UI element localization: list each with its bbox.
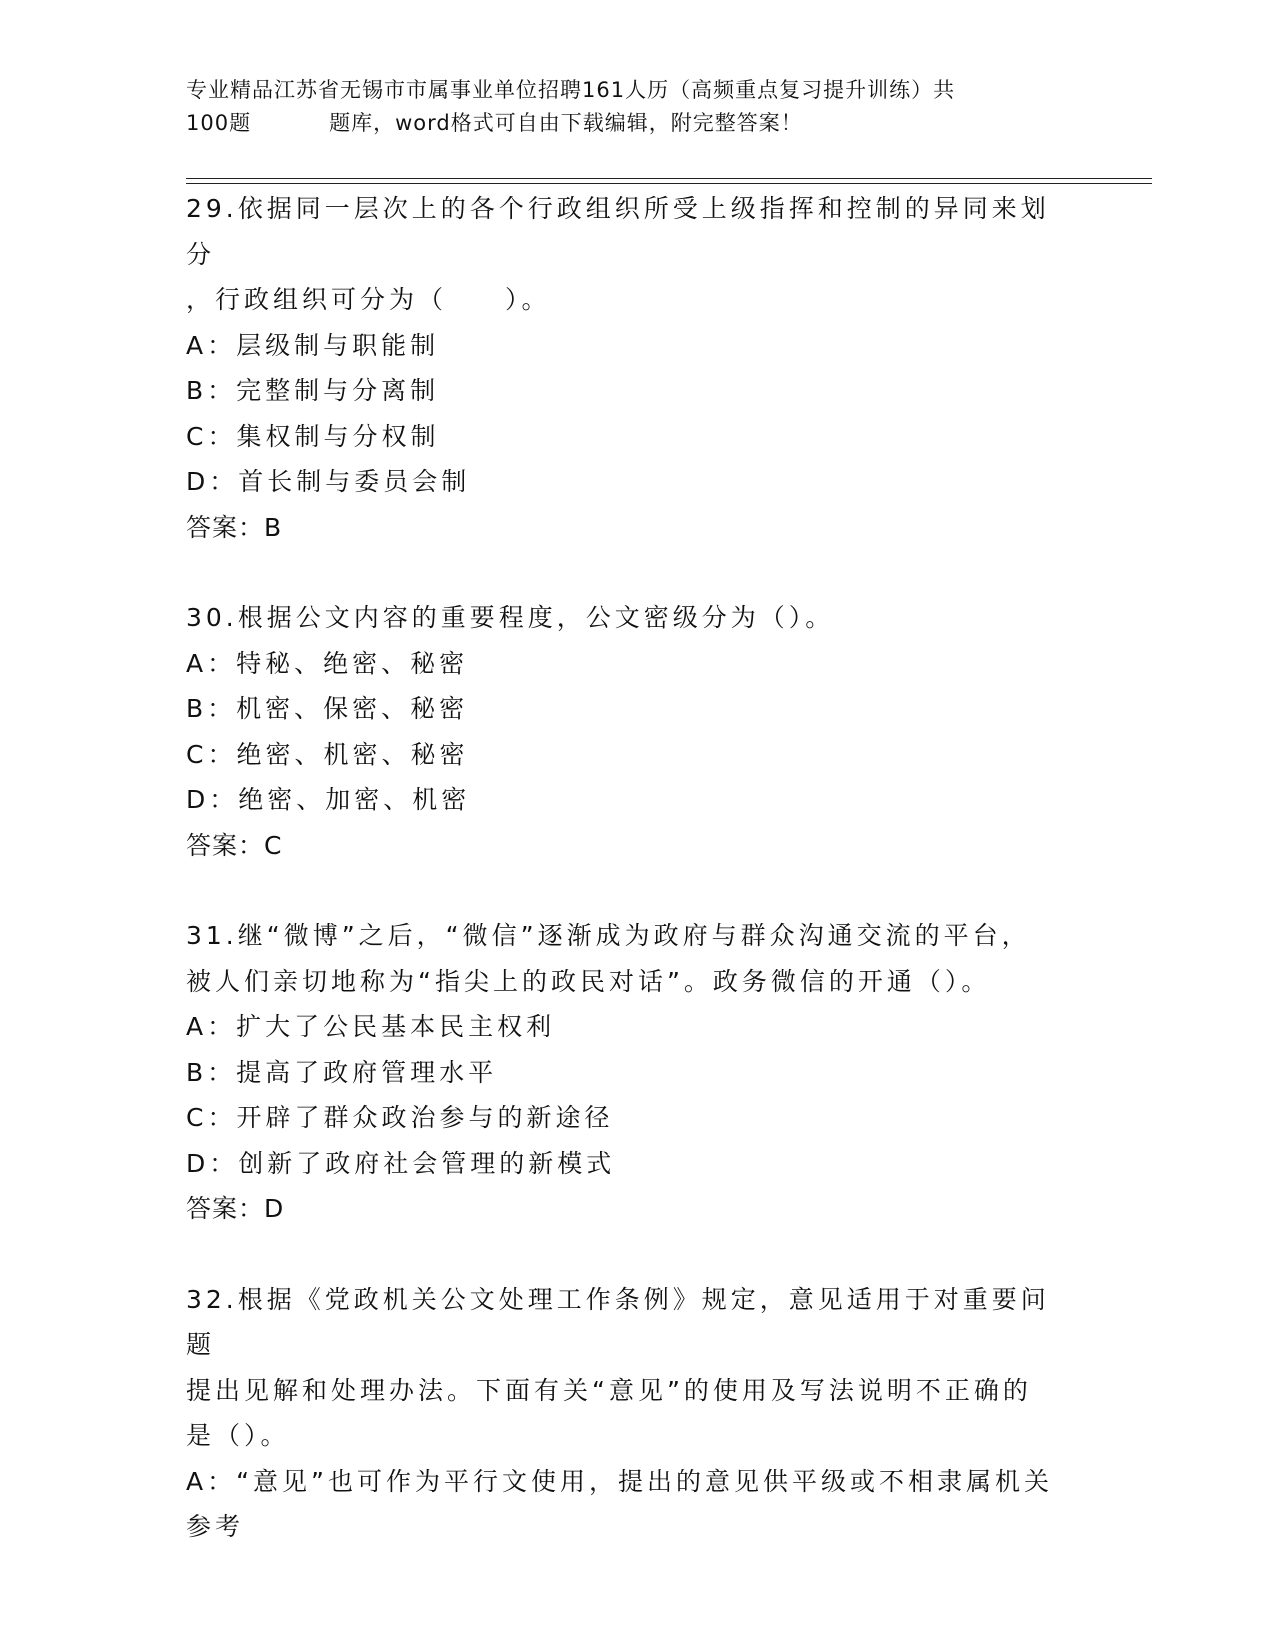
question-stem-line: 提出见解和处理办法。下面有关“意见”的使用及写法说明不正确的 (186, 1375, 1032, 1405)
answer: 答案：B (186, 512, 283, 542)
header-question-count: 100题 (186, 111, 252, 135)
question-stem-line: 被人们亲切地称为“指尖上的政民对话”。政务微信的开通（）。 (186, 966, 991, 996)
option-a: A：“意见”也可作为平行文使用，提出的意见供平级或不相隶属机关 (186, 1466, 1054, 1496)
option-b: B：机密、保密、秘密 (186, 694, 469, 723)
answer: 答案：D (186, 1194, 285, 1223)
option-c: C：绝密、机密、秘密 (186, 739, 469, 769)
option-b: B：提高了政府管理水平 (186, 1057, 498, 1087)
option-d: D：首长制与委员会制 (186, 467, 471, 496)
document-header (186, 74, 1086, 140)
question-32 (186, 1277, 1066, 1550)
option-c: C：集权制与分权制 (186, 421, 440, 451)
answer: 答案：C (186, 830, 283, 860)
question-stem-line: 是（）。 (186, 1421, 290, 1450)
question-stem-line: 31.继“微博”之后，“微信”逐渐成为政府与群众沟通交流的平台， (186, 921, 1031, 950)
option-a: A：特秘、绝密、秘密 (186, 648, 469, 678)
option-a-continued: 参考 (186, 1512, 245, 1541)
header-description: 题库，word格式可自由下载编辑，附完整答案！ (329, 111, 803, 135)
question-stem-line: 29.依据同一层次上的各个行政组织所受上级指挥和控制的异同来划分 (186, 194, 1050, 269)
option-d: D：绝密、加密、机密 (186, 785, 471, 814)
option-b: B：完整制与分离制 (186, 376, 440, 405)
option-a: A：层级制与职能制 (186, 330, 440, 360)
option-a: A：扩大了公民基本民主权利 (186, 1012, 556, 1041)
option-c: C：开辟了群众政治参与的新途径 (186, 1103, 614, 1132)
question-stem-line: 30.根据公文内容的重要程度，公文密级分为（）。 (186, 603, 835, 632)
question-31 (186, 913, 1066, 1232)
header-line-1: 专业精品江苏省无锡市市属事业单位招聘161人历（高频重点复习提升训练）共 (186, 78, 956, 102)
question-30 (186, 595, 1066, 868)
option-d: D：创新了政府社会管理的新模式 (186, 1148, 616, 1178)
header-divider-top (186, 178, 1152, 179)
header-divider-bottom (186, 183, 1152, 184)
question-29 (186, 186, 1066, 550)
header-line-2 (186, 107, 1086, 140)
question-stem-line: 32.根据《党政机关公文处理工作条例》规定，意见适用于对重要问题 (186, 1284, 1050, 1359)
question-stem-line: ，行政组织可分为（ ）。 (186, 285, 551, 314)
question-list (186, 186, 1066, 1595)
